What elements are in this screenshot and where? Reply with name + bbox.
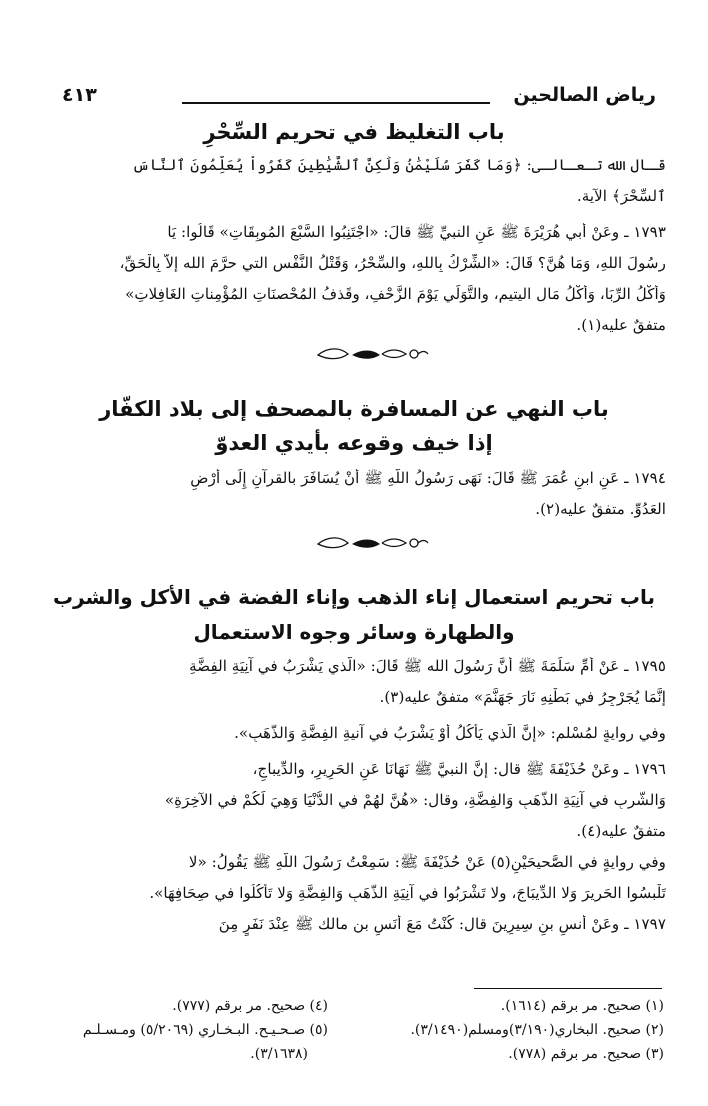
footnote-rule: [474, 988, 662, 989]
section-heading: والطهارة وسائر وجوه الاستعمال: [193, 620, 515, 644]
footnote: (٣) صحيح. مر برقم (٧٧٨).: [508, 1046, 664, 1062]
text-line: وفي روايةٍ لمُسْلم: «إنَّ الَّذي يَأْكُلُ أوْ يَشْرَبُ في آنيةِ الفِضَّةِ وَالذَّهَبِ».: [234, 724, 666, 742]
text-line: تَلْبسُوا الحَرِيرَ وَلا الدِّيبَاجَ، ولا تَشْرَبُوا في آنِيَةِ الذَّهَبِ وَالفِضَّةِ وَلا تَأْكُلُوا في صِحَافِهَا».: [149, 884, 666, 902]
text-line: ١٧٩٥ ـ عَنْ أُمِّ سَلَمَةَ ﷺ أَنَّ رَسُولَ الله ﷺ قَالَ: «الَّذي يَشْرَبُ في آنِيَةِ الفِضَّةِ: [189, 657, 666, 675]
footnote: (٤) صحيح. مر برقم (٧٧٧).: [172, 998, 328, 1014]
text-line: إِنَّمَا يُجَرْجِرُ في بَطْنِهِ نَارَ جَهَنَّمَ» متفقٌ عليه(٣).: [379, 688, 666, 706]
footnote: (٢) صحيح. البخاري(٣/١٩٠)ومسلم(٣/١٤٩٠).: [410, 1022, 664, 1038]
section-heading: إذا خيف وقوعه بأيدي العدوّ: [215, 431, 493, 455]
text-line: ١٧٩٧ ـ وعَنْ أنسِ بنِ سِيرِينَ قال: كُنْتُ مَعَ أَنَسِ بن مالك ﷺ عِنْدَ نَفَرٍ مِنَ: [218, 915, 666, 933]
ornament-divider: [314, 343, 430, 365]
footnote: (١) صحيح. مر برقم (١٦١٤).: [500, 998, 664, 1014]
text-line: ٱلسِّحْرَ﴾ الآية.: [576, 187, 666, 205]
text-line: وَالشُّربِ في آنِيَةِ الذَّهَبِ وَالفِضَّةِ، وقال: «هُنَّ لهُمْ في الدُّنْيَا وَهِيَ لَكُمْ في الآخِرَةِ»: [164, 791, 666, 809]
running-title: رياض الصالحين: [513, 84, 656, 106]
text-line: متفقٌ عليه(١).: [576, 316, 666, 334]
section-heading: باب تحريم استعمال إناء الذهب وإناء الفضة في الأكل والشرب: [52, 585, 656, 609]
text-line: ١٧٩٤ ـ عَنِ ابنِ عُمَرَ ﷺ قَالَ: نَهَى رَسُولُ اللَّهِ ﷺ أَنْ يُسَافَرَ بالقرآنِ إِلَى أَرْضِ: [190, 469, 666, 487]
text-line: متفقٌ عليه(٤).: [576, 822, 666, 840]
text-line: وفي روايةٍ في الصَّحيحَيْنِ(٥) عَنْ حُذَيْفَةَ ﷺ: سَمِعْتُ رَسُولَ اللَّهِ ﷺ يَقُولُ: «لا: [188, 853, 666, 871]
text-line: وَأَكْلُ الرِّبَا، وَأَكْلُ مَالِ اليتيمِ، والتَّوَلِّي يَوْمَ الزَّحْفِ، وقَذفُ المُحْصنَاتِ المُؤْمِناتِ الغَافِلاتِ»: [125, 285, 666, 303]
text-line: العَدُوِّ. متفقٌ عليه(٢).: [535, 500, 666, 518]
section-heading: باب النهي عن المسافرة بالمصحف إلى بلاد الكفّار: [99, 397, 609, 421]
section-heading: باب التغليظ في تحريم السِّحْرِ: [203, 120, 505, 144]
footnote: (٣/١٦٣٨).: [250, 1046, 308, 1062]
running-header: [62, 84, 656, 110]
ornament-divider: [314, 532, 430, 554]
page-number: ٤١٣: [62, 84, 97, 106]
text-line: ١٧٩٦ ـ وعَنْ حُذَيْفَةَ ﷺ قال: إنَّ النبيَّ ﷺ نَهَانَا عَنِ الحَرِيرِ، والدِّيباجِ،: [252, 760, 666, 778]
header-rule: [182, 102, 490, 104]
text-line: قـال الله تـعـالـى: ﴿وَمَا كَفَرَ سُلَيْمَٰنُ وَلَٰكِنَّ ٱلشَّيَٰطِينَ كَفَرُواْ يُعَلِّمُونَ ٱلنَّاسَ: [132, 156, 666, 174]
text-line: ١٧٩٣ ـ وعَنْ أبي هُرَيْرَةَ ﷺ عَنِ النبيِّ ﷺ قالَ: «اجْتَنِبُوا السَّبْعَ المُوبِقَاتِ» قَالُوا: يَا: [167, 223, 666, 241]
text-line: رسُولَ اللهِ، وَمَا هُنَّ؟ قَالَ: «الشِّرْكُ بِاللهِ، والسِّحْرُ، وَقَتْلُ النَّفْسِ التي حرَّمَ الله إلاَّ بِالْحَقِّ،: [119, 254, 666, 272]
footnote: (٥) صـحـيـح. البـخـاري (٥/٢٠٦٩) ومـسـلـم: [82, 1022, 328, 1038]
